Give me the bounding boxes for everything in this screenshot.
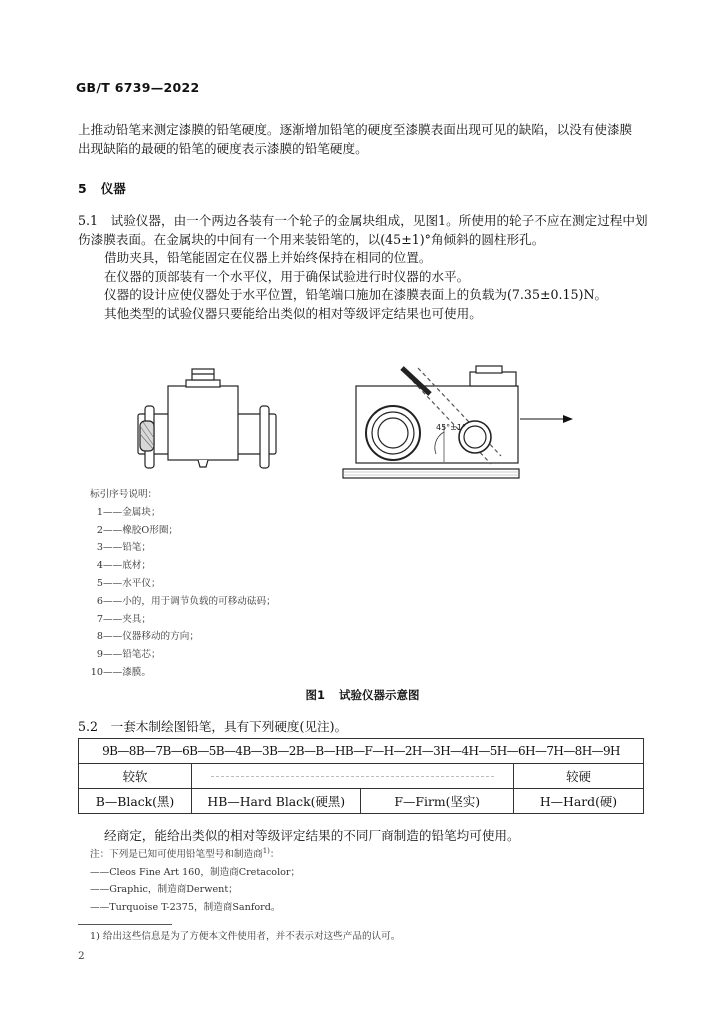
grade-cell: HB—Hard Black(硬黑): [192, 789, 361, 814]
legend-key: 5: [96, 577, 103, 589]
clause-line: 在仪器的顶部装有一个水平仪，用于确保试验进行时仪器的水平。: [104, 268, 470, 284]
legend-key: 8: [96, 631, 103, 643]
apparatus-figure: [118, 336, 608, 486]
harder-label: 较硬: [514, 764, 644, 789]
legend-item: [90, 646, 276, 664]
legend-text: ——橡胶O形圈；: [103, 524, 179, 536]
intro-line: 出现缺陷的最硬的铅笔的硬度表示漆膜的铅笔硬度。: [78, 140, 368, 156]
note-item: ——Graphic，制造商Derwent；: [90, 884, 238, 896]
footnote-divider: [78, 924, 172, 925]
legend-item: [90, 611, 276, 629]
legend-text: ——底材；: [103, 560, 151, 572]
hardness-scale: 9B—8B—7B—6B—5B—4B—3B—2B—B—HB—F—H—2H—3H—4H—5H—6H—7H—8H—9H: [79, 739, 644, 764]
legend-item: [90, 664, 276, 682]
clause-5-2: 5.2 一套木制绘图铅笔，具有下列硬度(见注)。: [78, 719, 348, 734]
legend-text: ——金属块；: [103, 506, 161, 518]
scale-direction-line: [192, 764, 514, 789]
clause-line: 其他类型的试验仪器只要能给出类似的相对等级评定结果也可使用。: [104, 305, 482, 321]
section-title: 仪器: [100, 181, 126, 196]
legend-text: ——漆膜。: [103, 666, 151, 678]
clause-line: 仪器的设计应使仪器处于水平位置，铅笔端口施加在漆膜表面上的负载为(7.35±0.15)N。: [104, 287, 608, 302]
note-intro-text: 注：下列是已知可使用铅笔型号和制造商: [90, 849, 263, 861]
legend-item: [90, 522, 276, 540]
legend-item: [90, 557, 276, 575]
legend-text: ——仪器移动的方向；: [103, 631, 199, 643]
legend-key: 2: [96, 524, 103, 536]
legend-key: 1: [96, 506, 103, 518]
legend-item: [90, 539, 276, 557]
legend-key: 4: [96, 560, 103, 572]
side-view: [343, 366, 573, 478]
figure-caption: [0, 687, 725, 703]
after-table-text: 经商定，能给出类似的相对等级评定结果的不同厂商制造的铅笔均可使用。: [104, 828, 520, 843]
legend-title: 标引序号说明：: [90, 489, 158, 500]
note-item: ——Cleos Fine Art 160，制造商Cretacolor；: [90, 866, 301, 878]
legend-text: ——夹具；: [103, 613, 151, 625]
legend-text: ——铅笔；: [103, 542, 151, 554]
note-block: [90, 843, 300, 916]
legend-item: [90, 628, 276, 646]
document-code: GB/T 6739—2022: [76, 80, 200, 95]
note-intro-end: ：: [269, 849, 280, 861]
legend-text: ——铅笔芯；: [103, 649, 161, 661]
footnote-marker: 1): [90, 931, 100, 942]
legend-key: 9: [96, 649, 103, 661]
grade-cell: H—Hard(硬): [514, 789, 644, 814]
page-number: 2: [78, 950, 85, 962]
grade-cell: F—Firm(坚实): [361, 789, 514, 814]
legend-key: 7: [96, 613, 103, 625]
figure-caption-number: 图1: [305, 688, 325, 702]
softer-label: 较软: [79, 764, 192, 789]
footnote-ref: 1): [262, 847, 270, 855]
table-row: [79, 764, 644, 789]
legend-text: ——小的，用于调节负载的可移动砝码；: [103, 595, 276, 607]
legend-text: ——水平仪；: [103, 577, 161, 589]
legend-key: 6: [96, 595, 103, 607]
footnote-text: 给出这些信息是为了方便本文件使用者，并不表示对这些产品的认可。: [102, 931, 401, 942]
front-view: [138, 369, 276, 468]
legend-item: [90, 504, 276, 522]
section-number: 5: [78, 181, 87, 196]
clause-5-1: [78, 212, 646, 323]
intro-line: 上推动铅笔来测定漆膜的铅笔硬度。逐渐增加铅笔的硬度至漆膜表面出现可见的缺陷，以没有使漆膜: [78, 122, 633, 137]
grade-cell: B—Black(黑): [79, 789, 192, 814]
legend-key: 3: [96, 542, 103, 554]
section-heading: [78, 179, 126, 197]
clause-line: 5.1 试验仪器，由一个两边各装有一个轮子的金属块组成，见图1。所使用的轮子不应在测定过程中划: [78, 213, 648, 228]
table-row: [79, 789, 644, 814]
legend-item: [90, 575, 276, 593]
legend-item: [90, 593, 276, 611]
hardness-table: [78, 738, 644, 814]
footnote: [90, 928, 400, 942]
note-item: ——Turquoise T-2375，制造商Sanford。: [90, 901, 281, 913]
legend-key: 10: [90, 666, 103, 678]
figure-legend: [90, 486, 276, 682]
table-row: [79, 739, 644, 764]
figure-caption-title: 试验仪器示意图: [339, 688, 420, 702]
note-intro: [90, 843, 300, 864]
clause-line: 伤漆膜表面。在金属块的中间有一个用来装铅笔的，以(45±1)°角倾斜的圆柱形孔。: [78, 231, 545, 247]
clause-line: 借助夹具，铅笔能固定在仪器上并始终保持在相同的位置。: [104, 250, 432, 265]
angle-label: 45°±1°: [436, 423, 466, 432]
intro-paragraph: [78, 121, 646, 158]
